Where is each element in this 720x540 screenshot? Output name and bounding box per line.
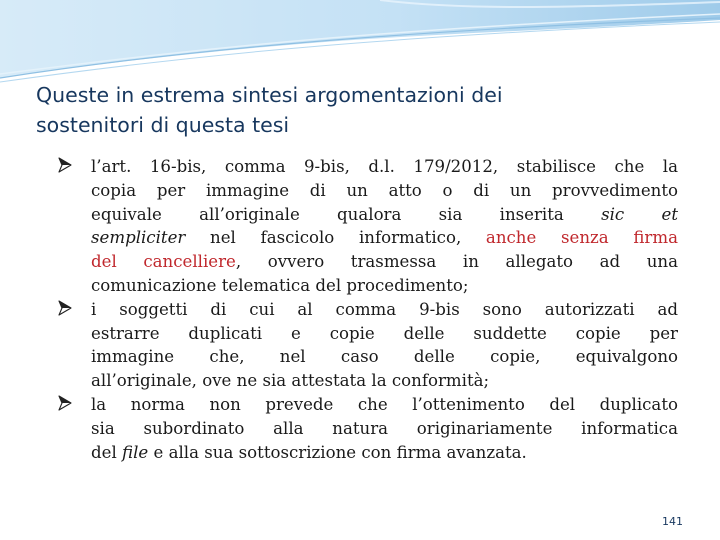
italic-term: sic et [601,204,678,224]
text-line [91,250,678,274]
arrowhead-bullet-icon [58,157,72,173]
text-run: , ovvero trasmessa in allegato ad una [235,252,678,272]
text-line: sia subordinato alla natura originariamente informatica [91,418,678,438]
bullet-item-1 [58,155,678,298]
text-line: estrarre duplicati e copie delle suddette copie per [91,323,678,343]
text-line: immagine che, nel caso delle copie, equivalgono [91,347,678,367]
text-line: i soggetti di cui al comma 9-bis sono autorizzati ad [91,299,678,319]
bullet-text-2 [91,298,678,393]
bullet-text-1 [91,155,678,298]
bullet-list [58,155,678,464]
page-number: 141 [662,515,683,528]
highlighted-text: anche senza firma [485,228,678,248]
header-wave-decoration [0,0,720,90]
highlighted-text: del cancelliere [91,252,236,272]
bullet-item-2 [58,298,678,393]
text-line: l’art. 16-bis, comma 9-bis, d.l. 179/2012, stabilisce che la [91,157,678,176]
text-run: nel fascicolo informatico, [185,228,486,248]
text-line: comunicazione telematica del procedimento; [91,275,469,295]
slide-title-line-2: sostenitori di questa tesi [36,113,290,137]
text-line: copia per immagine di un atto o di un provvedimento [91,180,678,200]
arrowhead-bullet-icon [58,395,72,411]
slide-title [36,80,676,140]
text-line [91,441,678,465]
arrowhead-bullet-icon [58,300,72,316]
text-run: del [91,442,123,462]
bullet-text-3 [91,393,678,464]
text-line [91,226,678,250]
text-line [91,203,678,227]
slide-title-line-1: Queste in estrema sintesi argomentazioni dei [36,83,503,107]
text-line: all’originale, ove ne sia attestata la conformità; [91,371,490,391]
italic-term: file [122,442,149,462]
bullet-item-3 [58,393,678,464]
text-line: la norma non prevede che l’ottenimento del duplicato [91,394,678,414]
text-run: e alla sua sottoscrizione con firma avanzata. [148,442,527,462]
text-run: equivale all’originale qualora sia inserita [91,204,602,224]
italic-term: sempliciter [91,228,186,248]
